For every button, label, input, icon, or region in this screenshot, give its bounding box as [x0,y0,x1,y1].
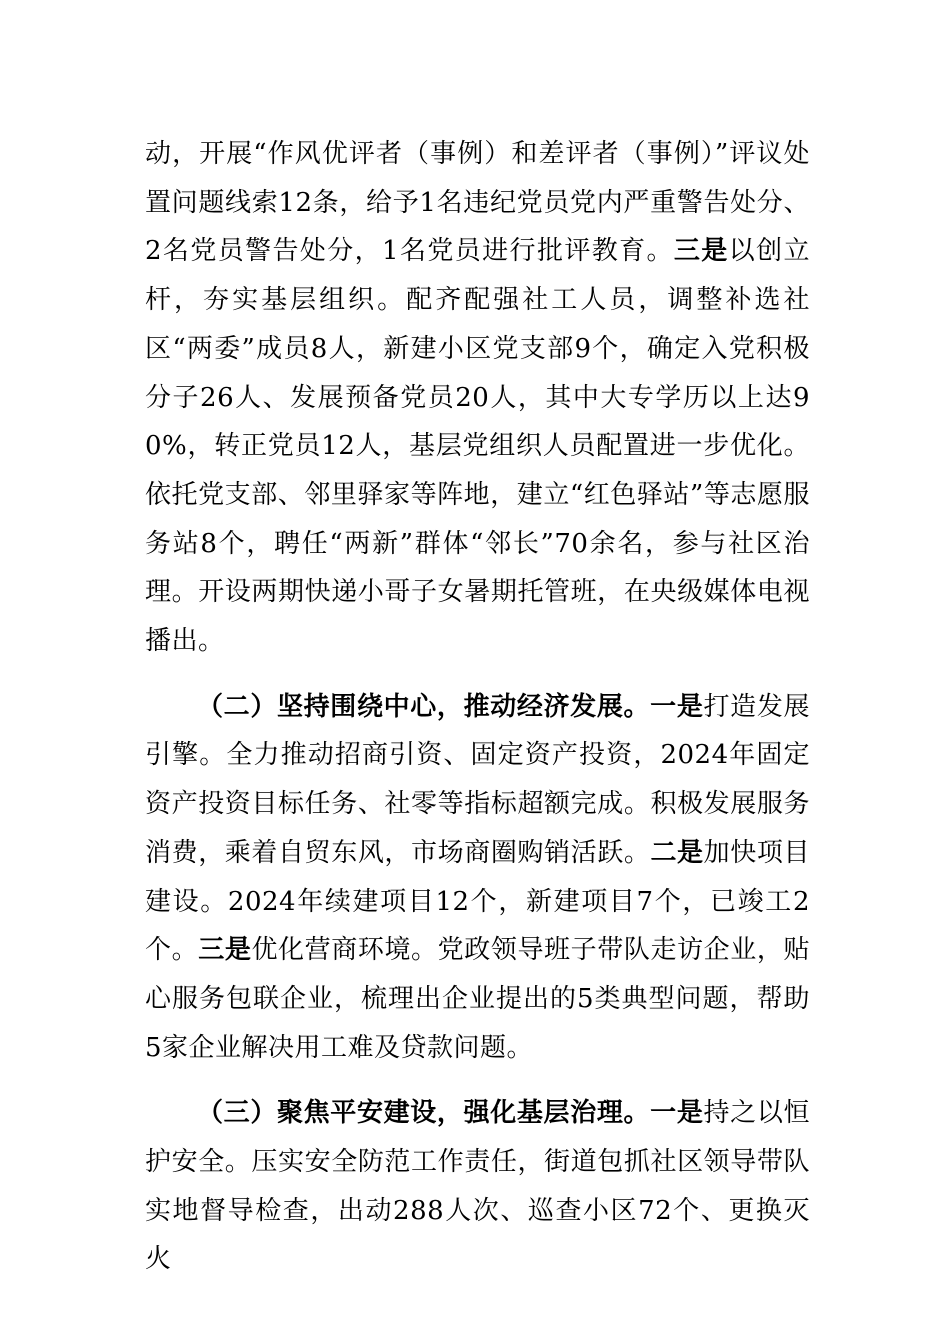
document-page [145,130,810,1284]
paragraph-text: 加快项目建设。2024年续建项目12个，新建项目7个，已竣工2个。 [145,837,810,966]
paragraph-safety-governance [145,1089,810,1284]
paragraph-text: 以创立杆，夯实基层组织。配齐配强社工人员，调整补选社区“两委”成员8人，新建小区党支部9个，确定入党积极分子26人、发展预备党员20人，其中大专学历以上达90%，转正党员12人，基层党组织人员配置进一步优化。依托党支部、邻里驿家等阵地，建立“红色驿站”等志愿服务站8个，聘任“两新”群体“邻长”70余名，参与社区治理。开设两期快递小哥子女暑期托管班，在央级媒体电视播出。 [145,236,810,657]
section-heading: （二）坚持围绕中心，推动经济发展。一是 [197,691,704,722]
paragraph-economic-development [145,683,810,1073]
section-heading: （三）聚焦平安建设，强化基层治理。一是 [197,1098,704,1129]
paragraph-text: 优化营商环境。党政领导班子带队走访企业，贴心服务包联企业，梳理出企业提出的5类典型问题，帮助5家企业解决用工难及贷款问题。 [145,935,810,1063]
paragraph-party-building-continued [145,130,810,666]
bold-keyword: 二是 [650,837,704,868]
paragraph-text: 打造发展引擎。全力推动招商引资、固定资产投资，2024年固定资产投资目标任务、社零等指标超额完成。积极发展服务消费，乘着自贸东风，市场商圈购销活跃。 [145,691,810,868]
bold-keyword: 三是 [673,236,729,267]
paragraph-text: 持之以恒护安全。压实安全防范工作责任，街道包抓社区领导带队实地督导检查，出动288人次、巡查小区72个、更换灭火 [145,1098,810,1275]
bold-keyword: 三是 [198,935,252,966]
paragraph-text: 动，开展“作风优评者（事例）和差评者（事例）”评议处置问题线索12条，给予1名违纪党员党内严重警告处分、2名党员警告处分，1名党员进行批评教育。 [145,139,810,267]
